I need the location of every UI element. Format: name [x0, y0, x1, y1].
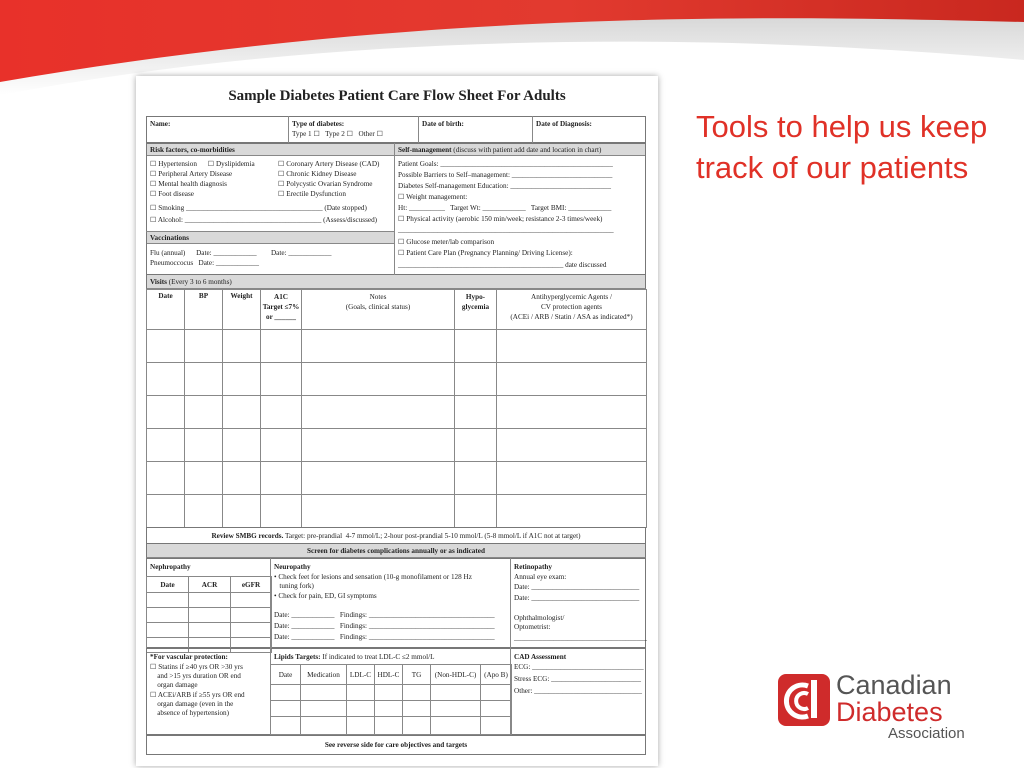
vaccination-line: Flu (annual) Date: ____________ Date: ____________ [150, 249, 332, 257]
col-agents: Antihyperglycemic Agents / CV protection agents (ACEi / ARB / Statin / ASA as indicated*) [497, 290, 647, 330]
logo-text-diabetes: Diabetes [836, 697, 943, 727]
nephro-col: eGFR [231, 577, 272, 593]
retinopathy-line: Date: ______________________________ [514, 594, 640, 602]
self-management-line: ☐ Patient Care Plan (Pregnancy Planning/ Driving License): [398, 249, 573, 257]
visits-header: Visits (Every 3 to 6 months) [150, 278, 232, 286]
neuropathy-line: Date: ____________ Findings: ___________________________________ [274, 633, 495, 641]
neuropathy-line: tuning fork) [274, 582, 314, 590]
alcohol-line: ☐ Alcohol: ______________________________________ (Assess/discussed) [150, 216, 378, 224]
screening-header: Screen for diabetes complications annually or as indicated [307, 547, 485, 555]
vascular-line: ☐ Statins if ≥40 yrs OR >30 yrs [150, 663, 243, 671]
risk-item: ☐ Polycystic Ovarian Syndrome [278, 180, 373, 188]
smbg-text: Review SMBG records. Target: pre-prandial 4-7 mmol/L; 2-hour post-prandial 5-10 mmol/L (5-8 mmol/L if A1C not at target) [211, 532, 581, 540]
risk-item: ☐ Peripheral Artery Disease [150, 170, 233, 178]
retinopathy-line: Date: ______________________________ [514, 583, 640, 591]
risk-item: ☐ Erectile Dysfunction [278, 190, 346, 198]
lipids-col: (Apo B) [481, 665, 512, 685]
neuropathy-header: Neuropathy [274, 563, 311, 571]
vascular-line: organ damage [150, 681, 198, 689]
col-bp: BP [185, 290, 223, 330]
self-management-line: ____________________________________________________________ [398, 226, 614, 234]
lipids-col: LDL-C [347, 665, 375, 685]
vascular-header: *For vascular protection: [150, 653, 228, 661]
visit-row [147, 396, 647, 429]
nephropathy-header: Nephropathy [150, 563, 191, 571]
self-management-line: Possible Barriers to Self–management: ____________________________ [398, 171, 613, 179]
slide-title: Tools to help us keep track of our patients [696, 109, 988, 185]
cad-line: Other: ______________________________ [514, 687, 642, 695]
self-management-line: ______________________________________________ date discussed [398, 261, 607, 269]
risk-item: ☐ Foot disease [150, 190, 194, 198]
neuropathy-line: • Check for pain, ED, GI symptoms [274, 592, 377, 600]
col-date: Date [147, 290, 185, 330]
retinopathy-line: _____________________________________ [514, 634, 647, 642]
self-management-header: Self-management (discuss with patient add date and location in chart) [398, 146, 602, 154]
cda-logo-mark-icon [778, 674, 830, 726]
cad-header: CAD Assessment [514, 653, 567, 661]
self-management-line: ☐ Glucose meter/lab comparison [398, 238, 495, 246]
cad-line: ECG: _______________________________ [514, 663, 644, 671]
retinopathy-line: Annual eye exam: [514, 573, 567, 581]
col-hypoglycemia: Hypo- glycemia [455, 290, 497, 330]
risk-item: ☐ Hypertension ☐ Dyslipidemia [150, 160, 255, 168]
lipids-col: Date [271, 665, 301, 685]
canadian-diabetes-association-logo [778, 672, 978, 744]
col-a1c: A1C Target ≤7% or ______ [261, 290, 302, 330]
col-notes: Notes (Goals, clinical status) [302, 290, 455, 330]
vascular-line: ☐ ACEi/ARB if ≥55 yrs OR end [150, 691, 245, 699]
visits-table [146, 289, 647, 528]
nephro-col: ACR [189, 577, 231, 593]
risk-factors-header: Risk factors, co-morbidities [150, 146, 235, 154]
vaccination-line: Pneumoccocus Date: ____________ [150, 259, 259, 267]
neuropathy-line: • Check feet for lesions and sensation (10-g monofilament or 128 Hz [274, 573, 472, 581]
visit-row [147, 495, 647, 528]
retinopathy-header: Retinopathy [514, 563, 552, 571]
vascular-line: organ damage (even in the [150, 700, 234, 708]
neuropathy-line: Date: ____________ Findings: ___________________________________ [274, 622, 495, 630]
logo-text-association: Association [888, 725, 965, 742]
self-management-line: Diabetes Self-management Education: ____________________________ [398, 182, 611, 190]
visit-row [147, 462, 647, 495]
lipids-col: TG [403, 665, 431, 685]
lipids-col: HDL-C [375, 665, 403, 685]
footer-text: See reverse side for care objectives and targets [324, 741, 468, 749]
risk-item: ☐ Chronic Kidney Disease [278, 170, 357, 178]
name-label: Name: [150, 120, 171, 128]
lipids-col: Medication [301, 665, 347, 685]
smoking-line: ☐ Smoking ______________________________________ (Date stopped) [150, 204, 367, 212]
type-of-diabetes-label: Type of diabetes: [292, 120, 345, 128]
self-management-line: Patient Goals: ________________________________________________ [398, 160, 613, 168]
vaccinations-header: Vaccinations [150, 234, 189, 242]
visit-row [147, 363, 647, 396]
nephropathy-table [146, 576, 272, 653]
cad-line: Stress ECG: _________________________ [514, 675, 641, 683]
logo-text-canadian: Canadian [836, 670, 952, 700]
type-of-diabetes-options: Type 1 ☐ Type 2 ☐ Other ☐ [292, 130, 384, 138]
date-of-birth-label: Date of birth: [422, 120, 464, 128]
nephro-col: Date [147, 577, 189, 593]
lipids-table [270, 664, 512, 735]
visit-row [147, 330, 647, 363]
vascular-line: and >15 yrs duration OR end [150, 672, 241, 680]
risk-item: ☐ Mental health diagnosis [150, 180, 227, 188]
col-weight: Weight [223, 290, 261, 330]
self-management-line: ☐ Physical activity (aerobic 150 min/week; resistance 2-3 times/week) [398, 215, 603, 223]
retinopathy-line: Ophthalmologist/ [514, 614, 565, 622]
lipids-header: Lipids Targets: If indicated to treat LDL-C ≤2 mmol/L [274, 653, 435, 661]
visit-row [147, 429, 647, 462]
date-of-diagnosis-label: Date of Diagnosis: [536, 120, 592, 128]
risk-item: ☐ Coronary Artery Disease (CAD) [278, 160, 380, 168]
retinopathy-line: Optometrist: [514, 623, 551, 631]
flow-sheet-document [136, 76, 658, 766]
flow-sheet-title: Sample Diabetes Patient Care Flow Sheet For Adults [228, 88, 566, 104]
neuropathy-line: Date: ____________ Findings: ___________________________________ [274, 611, 495, 619]
self-management-line: ☐ Weight management: [398, 193, 468, 201]
vascular-line: absence of hypertension) [150, 709, 230, 717]
lipids-col: (Non-HDL-C) [431, 665, 481, 685]
self-management-line: Ht: __________ Target Wt: ____________ Target BMI: ____________ [398, 204, 612, 212]
